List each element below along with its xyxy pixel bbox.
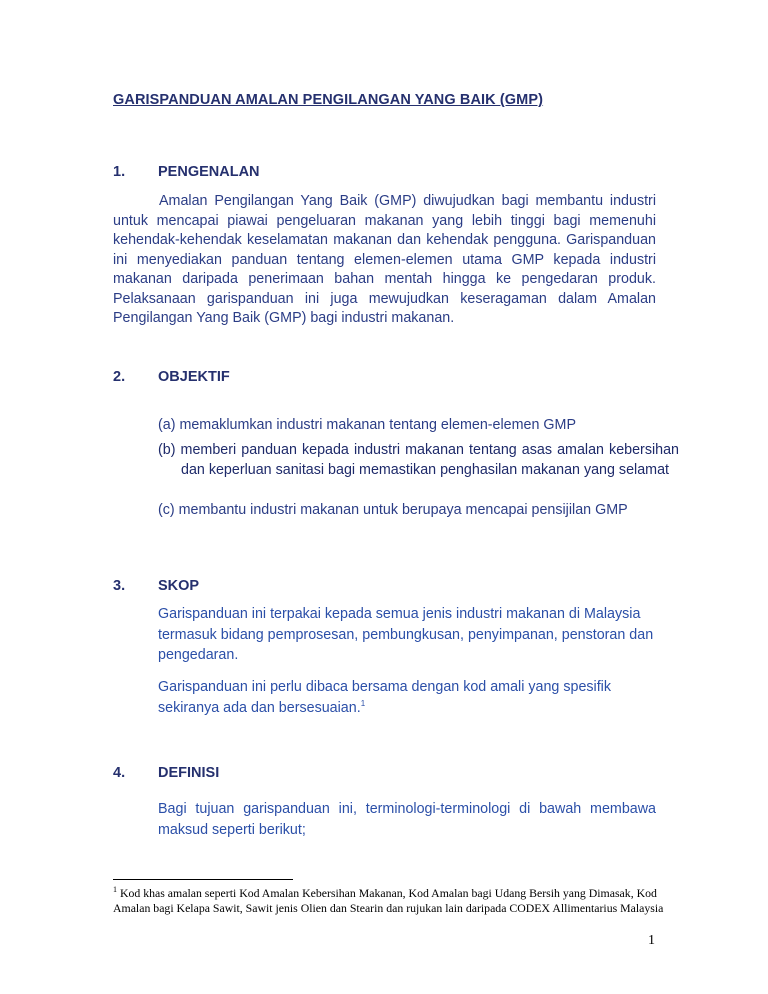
section-1-paragraph (113, 192, 656, 329)
section-2-number: 2. (113, 369, 126, 385)
footnote-separator (113, 879, 293, 880)
definition-paragraph: Bagi tujuan garispanduan ini, terminologi-terminologi di bawah membawa maksud seperti berikut; (158, 801, 656, 838)
footnote-reference: 1 (360, 698, 366, 708)
section-3-number: 3. (113, 578, 126, 594)
page-number: 1 (648, 933, 655, 948)
section-1-heading: PENGENALAN (158, 164, 260, 180)
objective-item-a: (a) memaklumkan industri makanan tentang elemen-elemen GMP (158, 417, 576, 433)
objective-item-c: (c) membantu industri makanan untuk berupaya mencapai pensijilan GMP (158, 502, 628, 518)
footnote-text: Kod khas amalan seperti Kod Amalan Kebersihan Makanan, Kod Amalan bagi Udang Bersih yang Dimasak, Kod Amalan bagi Kelapa Sawit, Sawit jenis Olien dan Stearin dan rujukan lain daripada CODEX Allimentarius Malaysia (113, 886, 664, 915)
section-1-number: 1. (113, 164, 126, 180)
scope-paragraph-2 (158, 677, 638, 718)
footnote-marker: 1 (113, 885, 117, 895)
section-2-heading: OBJEKTIF (158, 369, 230, 385)
section-3-heading: SKOP (158, 578, 200, 594)
scope-paragraph-1: Garispanduan ini terpakai kepada semua jenis industri makanan di Malaysia termasuk bidang pemprosesan, pembungkusan, penyimpanan, penstoran dan pengedaran. (158, 606, 654, 663)
document-title: GARISPANDUAN AMALAN PENGILANGAN YANG BAIK (GMP) (113, 92, 544, 108)
footnote (113, 886, 673, 915)
objective-item-b: (b) memberi panduan kepada industri makanan tentang asas amalan kebersihan dan keperluan sanitasi bagi memastikan penghasilan makanan yang selamat (158, 442, 679, 478)
scope-paragraph-2-text: Garispanduan ini perlu dibaca bersama dengan kod amali yang spesifik sekiranya ada dan bersesuaian. (158, 679, 612, 716)
section-4-heading: DEFINISI (158, 765, 220, 781)
section-4-number: 4. (113, 765, 126, 781)
section-1-paragraph-text: Amalan Pengilangan Yang Baik (GMP) diwujudkan bagi membantu industri untuk mencapai piawai pengeluaran makanan yang lebih tinggi bagi memenuhi kehendak-kehendak keselamatan makanan dan kehendak pengguna. Garispanduan ini menyediakan panduan tentang elemen-elemen utama GMP kepada industri makanan daripada penerimaan bahan mentah hingga ke pengedaran produk. Pelaksanaan garispanduan ini juga mewujudkan keseragaman dalam Amalan Pengilangan Yang Baik (GMP) bagi industri makanan. (113, 193, 656, 326)
